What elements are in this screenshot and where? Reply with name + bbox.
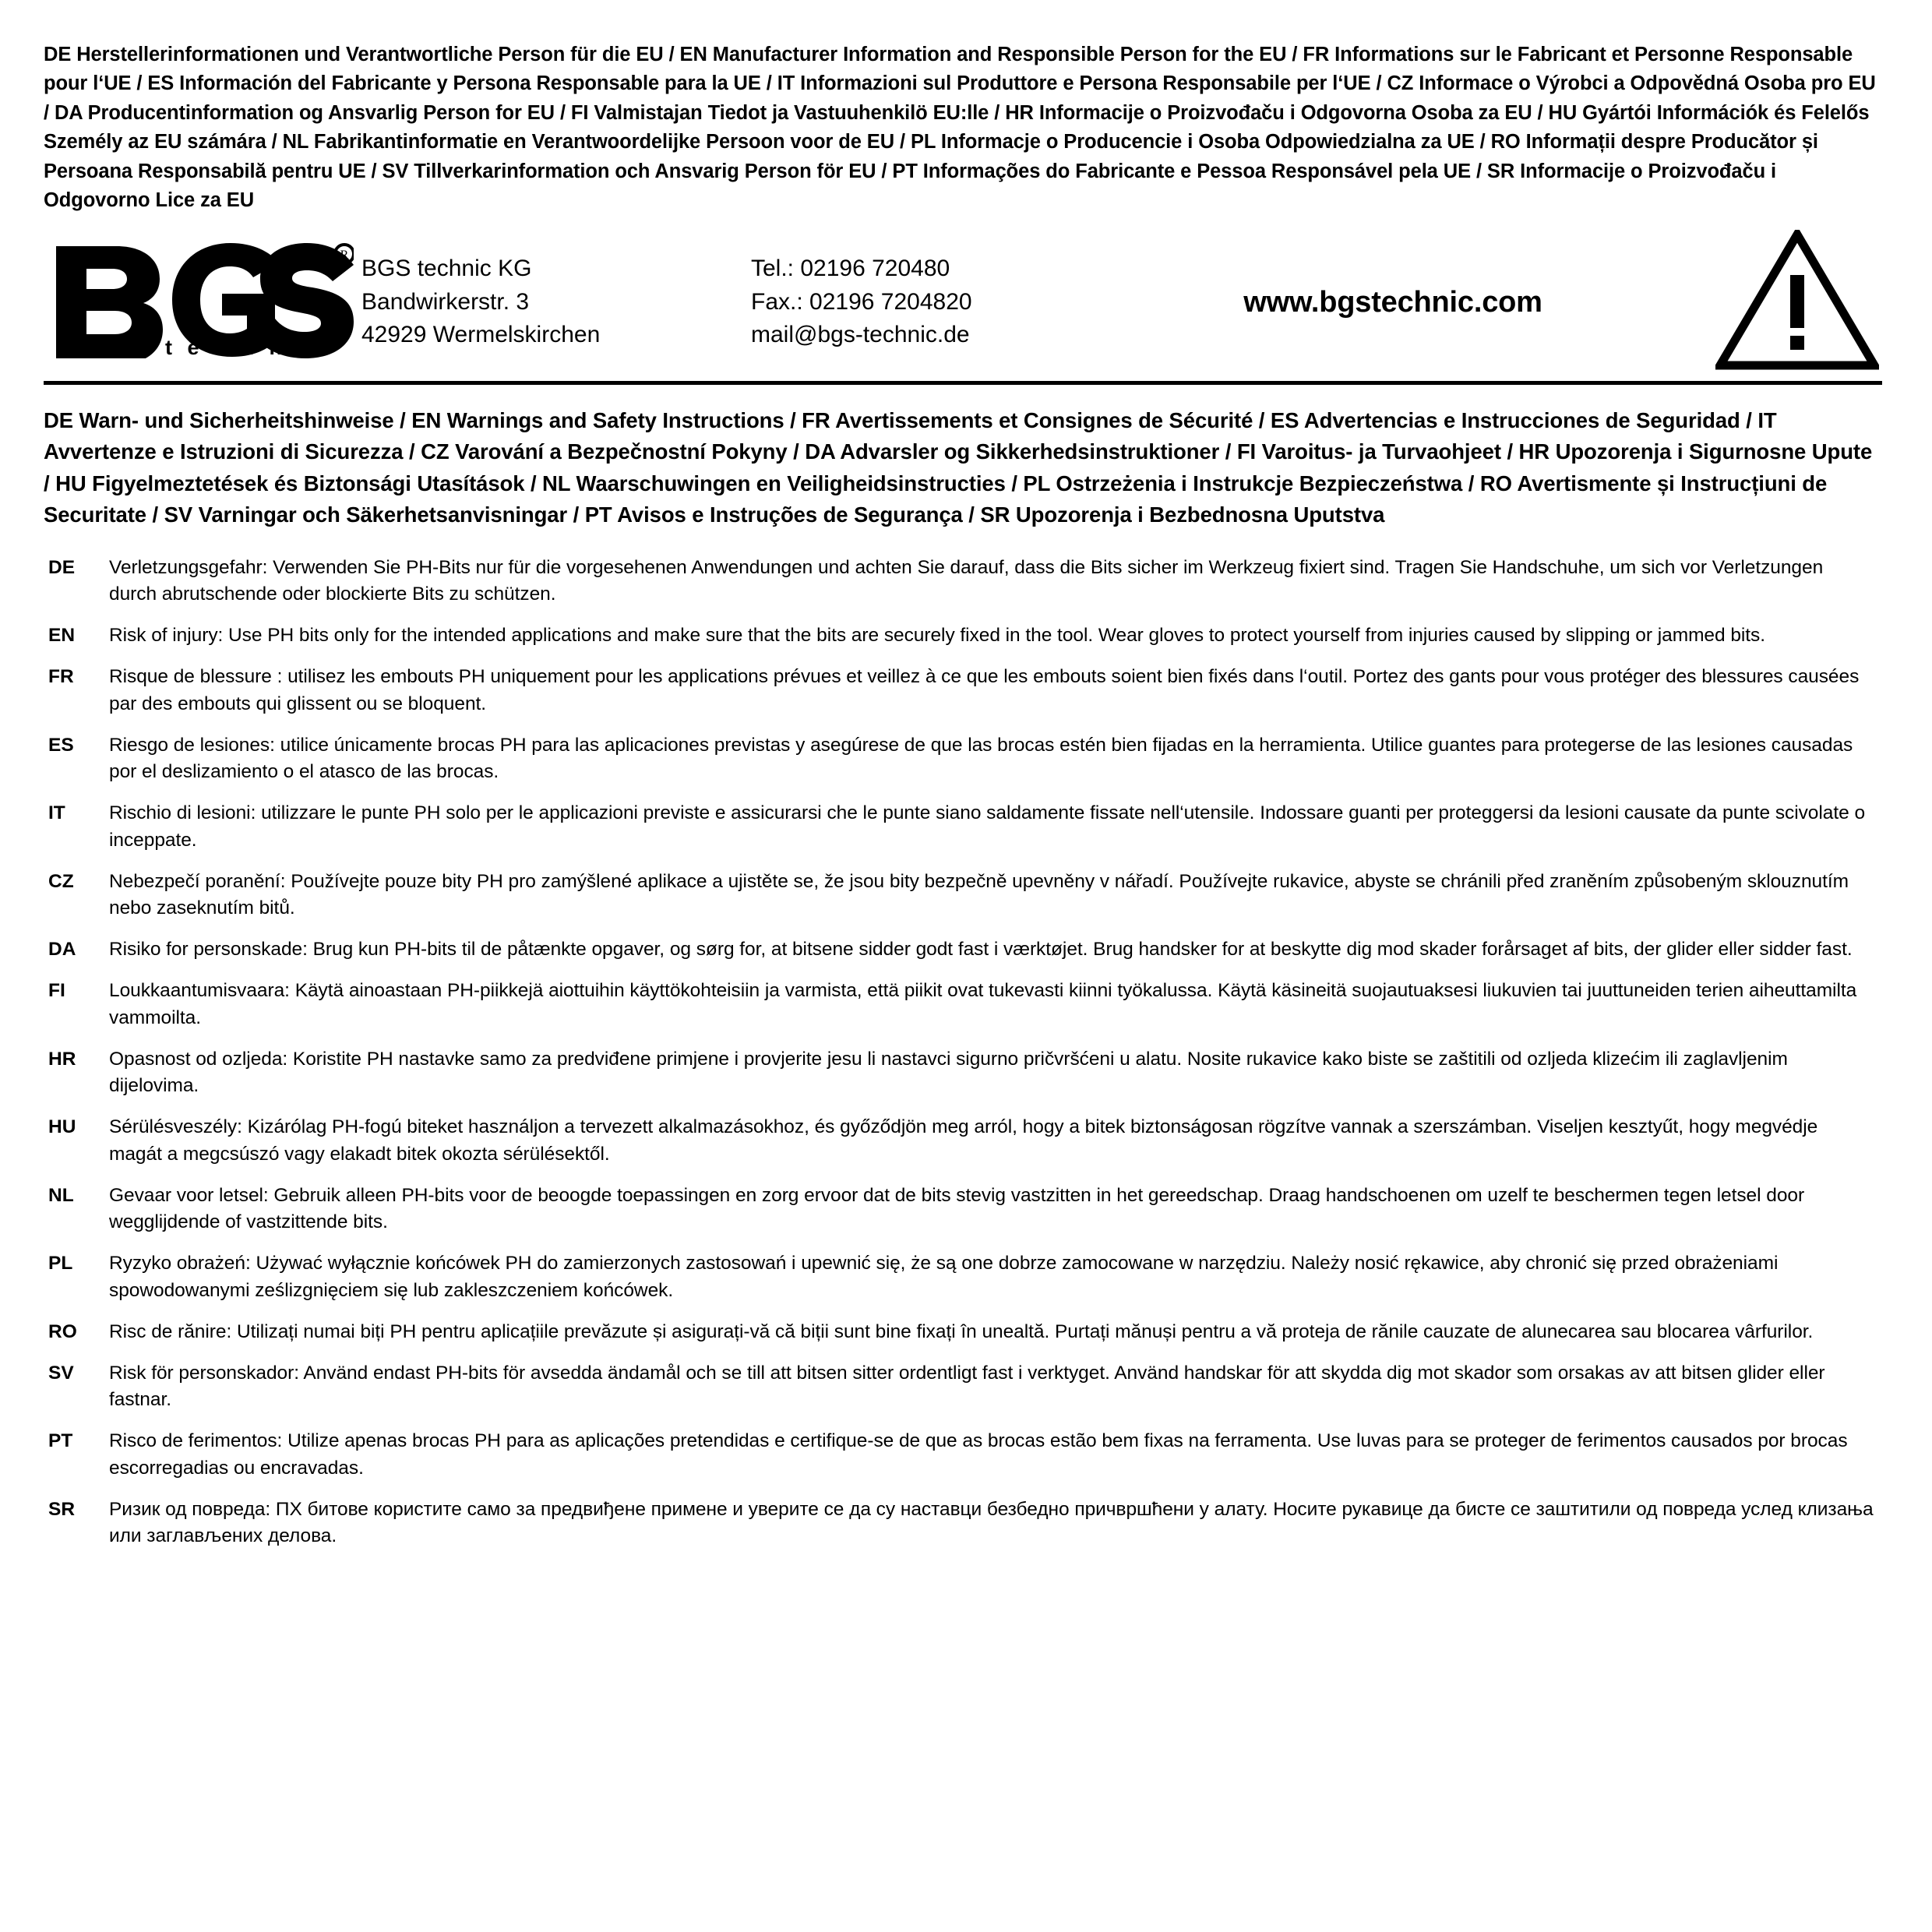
language-code: HU [48,1116,76,1138]
instruction-row-en [44,622,1882,650]
instruction-row-pl [44,1250,1882,1305]
manufacturer-info-heading: DE Herstellerinformationen und Verantwortliche Person für die EU / EN Manufacturer Information and Responsible Person for the EU / FR Informations sur le Fabricant et Personne Responsable pour l‘UE / ES Información del Fabricante y Persona Responsable para la UE / IT Informazioni sul Produttore e Persona Responsabile per l‘UE / CZ Informace o Výrobci a Odpovědná Osoba pro EU / DA Producentinformation og Ansvarlig Person for EU / FI Valmistajan Tiedot ja Vastuuhenkilö EU:lle / HR Informacije o Proizvođaču i Odgovorna Osoba za EU / HU Gyártói Információk és Felelős Személy az EU számára / NL Fabrikantinformatie en Verantwoordelijke Persoon voor de EU / PL Informacje o Producencie i Osoba Odpowiedzialna za UE / RO Informații despre Producător și Persoana Responsabilă pentru UE / SV Tillverkarinformation och Ansvarig Person för EU / PT Informações do Fabricante e Pessoa Responsável pela UE / SR Informacije o Proizvođaču i Odgovorno Lice za EU [44,44,1876,212]
instruction-text: Sérülésveszély: Kizárólag PH-fogú biteket használjon a tervezett alkalmazásokhoz, és győződjön meg arról, hogy a bitek biztonságosan rögzítve vannak a szerszámban. Viseljen kesztyűt, hogy megvédje magát a megcsúszó vagy elakadt bitek okozta sérülésektől. [109,1116,1818,1165]
instruction-text: Nebezpečí poranění: Používejte pouze bity PH pro zamýšlené aplikace a ujistěte se, že jsou bity bezpečně upevněny v nářadí. Používejte rukavice, abyste se chránili před zraněním způsobeným sklouznutím nebo zaseknutím bitů. [109,870,1849,919]
instruction-row-fr [44,664,1882,718]
instruction-text: Risque de blessure : utilisez les embouts PH uniquement pour les applications prévues et veillez à ce que les embouts soient bien fixés dans l‘outil. Portez des gants pour vous protéger des blessures causées par des embouts qui glissent ou se bloquent. [109,665,1860,714]
instruction-row-ro [44,1319,1882,1346]
instruction-text: Ryzyko obrażeń: Używać wyłącznie końcówek PH do zamierzonych zastosowań i upewnić się, że są one dobrze zamocowane w narzędziu. Należy nosić rękawice, aby chronić się przed obrażeniami spowodowanymi ześlizgnięciem się lub zakleszczeniem końcówek. [109,1253,1779,1301]
language-code: SR [48,1498,76,1520]
language-code: PT [48,1430,73,1452]
instruction-row-es [44,732,1882,787]
instruction-text: Rischio di lesioni: utilizzare le punte PH solo per le applicazioni previste e assicurarsi che le punte siano saldamente fissate nell‘utensile. Indossare guanti per proteggersi da lesioni causate da punte scivolate o inceppate. [109,802,1866,851]
bgs-logo-icon [50,242,354,358]
company-city: 42929 Wermelskirchen [361,322,601,348]
company-fax: Fax.: 02196 7204820 [751,288,972,315]
language-code: PL [48,1253,73,1274]
company-street: Bandwirkerstr. 3 [361,288,530,315]
instruction-text: Gevaar voor letsel: Gebruik alleen PH-bits voor de beoogde toepassingen en zorg ervoor dat de bits stevig vastzitten in het gereedschap. Draag handschoenen om uzelf te beschermen tegen letsel door wegglijdende of vastzittende bits. [109,1184,1805,1233]
instruction-row-da [44,936,1882,964]
company-address [361,248,751,352]
instruction-text: Riesgo de lesiones: utilice únicamente brocas PH para las aplicaciones previstas y asegúrese de que las brocas estén bien fijadas en la herramienta. Utilice guantes para protegerse de las lesiones causadas por el deslizamiento o el atasco de las brocas. [109,734,1853,783]
instruction-text: Loukkaantumisvaara: Käytä ainoastaan PH-piikkejä aiottuihin käyttökohteisiin ja varmista, että piikit ovat tukevasti kiinni työkalussa. Käytä käsineitä suojautuaksesi liukuvien tai juuttuneiden terien aiheuttamilta vammoilta. [109,979,1857,1028]
language-code: SV [48,1362,74,1384]
warnings-heading: DE Warn- und Sicherheitshinweise / EN Warnings and Safety Instructions / FR Avertissements et Consignes de Sécurité / ES Advertencias e Instrucciones de Seguridad / IT Avvertenze e Istruzioni di Sicurezza / CZ Varování a Bezpečnostní Pokyny / DA Advarsler og Sikkerhedsinstruktioner / FI Varoitus- ja Turvaohjeet / HR Upozorenja i Sigurnosne Upute / HU Figyelmeztetések és Biztonsági Utasítások / NL Waarschuwingen en Veiligheidsinstructies / PL Ostrzeżenia i Instrukcje Bezpieczeństwa / RO Avertismente și Instrucțiuni de Securitate / SV Varningar och Säkerhetsanvisningar / PT Avisos e Instruções de Segurança / SR Upozorenja i Bezbednosna Uputstva [44,407,1873,527]
instruction-row-nl [44,1183,1882,1237]
company-name: BGS technic KG [361,256,532,282]
instruction-row-fi [44,978,1882,1032]
language-code: DA [48,939,76,961]
instruction-text: Risc de rănire: Utilizați numai biți PH pentru aplicațiile prevăzute și asigurați-vă că biții sunt bine fixați în unealtă. Purtați mănuși pentru a vă proteja de rănile cauzate de alunecarea sau blocarea vârfurilor. [109,1320,1814,1342]
bgs-logo [44,242,361,358]
language-code: HR [48,1048,76,1070]
instruction-row-cz [44,869,1882,923]
instruction-row-it [44,800,1882,855]
warning-triangle-icon [1700,230,1882,370]
instruction-row-hu [44,1114,1882,1169]
warning-triangle-svg [1715,230,1879,370]
instruction-list [44,555,1882,1551]
language-code: EN [48,625,76,647]
instruction-row-de [44,555,1882,609]
instruction-row-hr [44,1046,1882,1101]
instruction-row-pt [44,1428,1882,1482]
language-code: NL [48,1184,74,1206]
instruction-text: Opasnost od ozljeda: Koristite PH nastavke samo za predviđene primjene i provjerite jesu li nastavci sigurno pričvršćeni u alatu. Nosite rukavice kako biste se zaštitili od ozljeda klizećim ili zaglavljenim dijelovima. [109,1048,1788,1097]
svg-text:t e c h n i c: t e c h n i c [165,335,335,358]
instruction-text: Ризик од повреда: ПХ битове користите само за предвиђене примене и уверите се да су наставци безбедно причвршћени у алату. Носите рукавице да бисте се заштитили од повреда услед клизања или заглављених делова. [109,1498,1874,1547]
company-contact [751,248,1086,352]
company-tel: Tel.: 02196 720480 [751,256,950,282]
language-code: IT [48,802,65,824]
company-email[interactable]: mail@bgs-technic.de [751,322,970,348]
language-code: CZ [48,870,74,892]
instruction-text: Risk för personskador: Använd endast PH-bits för avsedda ändamål och se till att bitsen sitter ordentligt fast i verktyget. Använd handskar för att skydda dig mot skador som orsakas av att bitsen glider eller fastnar. [109,1362,1825,1411]
instruction-text: Verletzungsgefahr: Verwenden Sie PH-Bits nur für die vorgesehenen Anwendungen und achten Sie darauf, dass die Bits sicher im Werkzeug fixiert sind. Tragen Sie Handschuhe, um sich vor Verletzungen durch abrutschende oder blockierte Bits zu schützen. [109,556,1824,605]
instruction-text: Risk of injury: Use PH bits only for the intended applications and make sure that the bits are securely fixed in the tool. Wear gloves to protect yourself from injuries caused by slipping or jammed bits. [109,625,1766,647]
instruction-row-sv [44,1360,1882,1415]
instruction-row-sr [44,1497,1882,1551]
language-code: RO [48,1320,77,1342]
language-code: FI [48,979,65,1001]
instruction-text: Risco de ferimentos: Utilize apenas brocas PH para as aplicações pretendidas e certifique-se de que as brocas estão bem fixas na ferramenta. Use luvas para se proteger de ferimentos causados por brocas escorregadias ou encravadas. [109,1430,1848,1479]
language-code: ES [48,734,74,756]
language-code: DE [48,556,76,578]
instruction-text: Risiko for personskade: Brug kun PH-bits til de påtænkte opgaver, og sørg for, at bitsene sidder godt fast i værktøjet. Brug handsker for at beskytte dig mod skader forårsaget af bits, der glider eller sidder fast. [109,939,1853,961]
company-website[interactable]: www.bgstechnic.com [1243,286,1542,319]
svg-text:R: R [340,248,349,262]
language-code: FR [48,665,74,687]
company-contact-band [44,230,1882,385]
